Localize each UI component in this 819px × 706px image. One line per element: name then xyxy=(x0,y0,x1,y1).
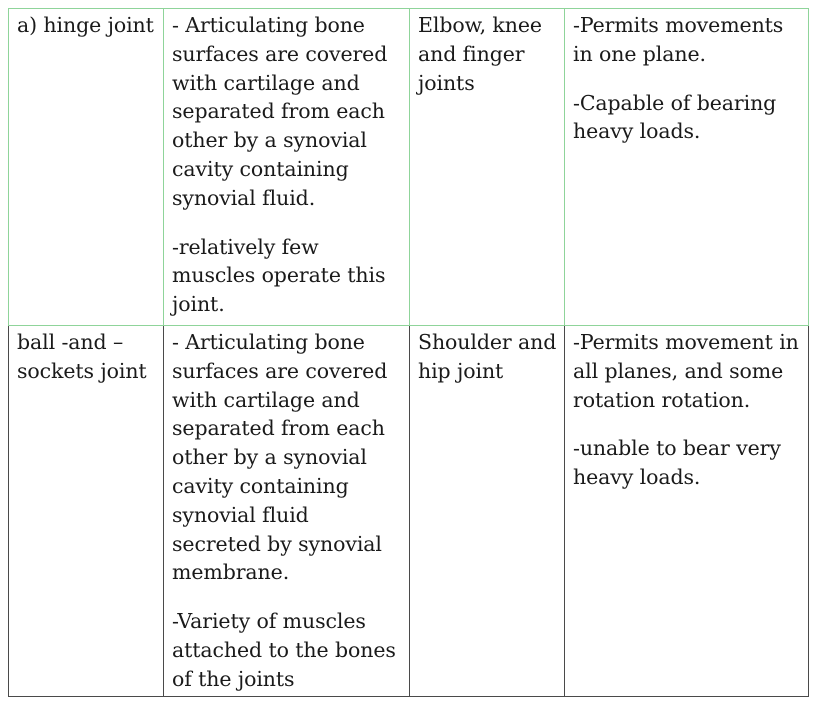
joint-name: ball -and – sockets joint xyxy=(17,330,147,383)
examples-cell xyxy=(410,9,565,326)
feature-paragraph: -Permits movements in one plane. xyxy=(573,13,784,66)
structure-cell xyxy=(164,326,410,697)
feature-paragraph: -Permits movement in all planes, and some rotation rotation. xyxy=(573,330,799,412)
joint-name-cell xyxy=(9,326,164,697)
structure-paragraph: - Articulating bone surfaces are covered with cartilage and separated from each other by a synovial cavity containing synovial fluid. xyxy=(172,13,388,210)
features-cell xyxy=(565,9,809,326)
joints-table xyxy=(8,8,809,697)
feature-paragraph: -Capable of bearing heavy loads. xyxy=(573,90,777,144)
joint-name: a) hinge joint xyxy=(17,13,154,37)
table-row xyxy=(9,9,809,326)
features-cell xyxy=(565,326,809,697)
structure-paragraph: -Variety of muscles attached to the bones of the joints xyxy=(172,609,396,691)
joint-name-cell xyxy=(9,9,164,326)
structure-cell xyxy=(164,9,410,326)
structure-paragraph: -relatively few muscles operate this joint. xyxy=(172,234,386,317)
table-row xyxy=(9,326,809,697)
examples-cell xyxy=(410,326,565,697)
examples-text: Shoulder and hip joint xyxy=(418,330,557,383)
structure-paragraph: - Articulating bone surfaces are covered with cartilage and separated from each other by a synovial cavity containing synovial fluid secreted by synovial membrane. xyxy=(172,330,388,585)
feature-paragraph: -unable to bear very heavy loads. xyxy=(573,436,781,490)
examples-text: Elbow, knee and finger joints xyxy=(418,13,542,95)
